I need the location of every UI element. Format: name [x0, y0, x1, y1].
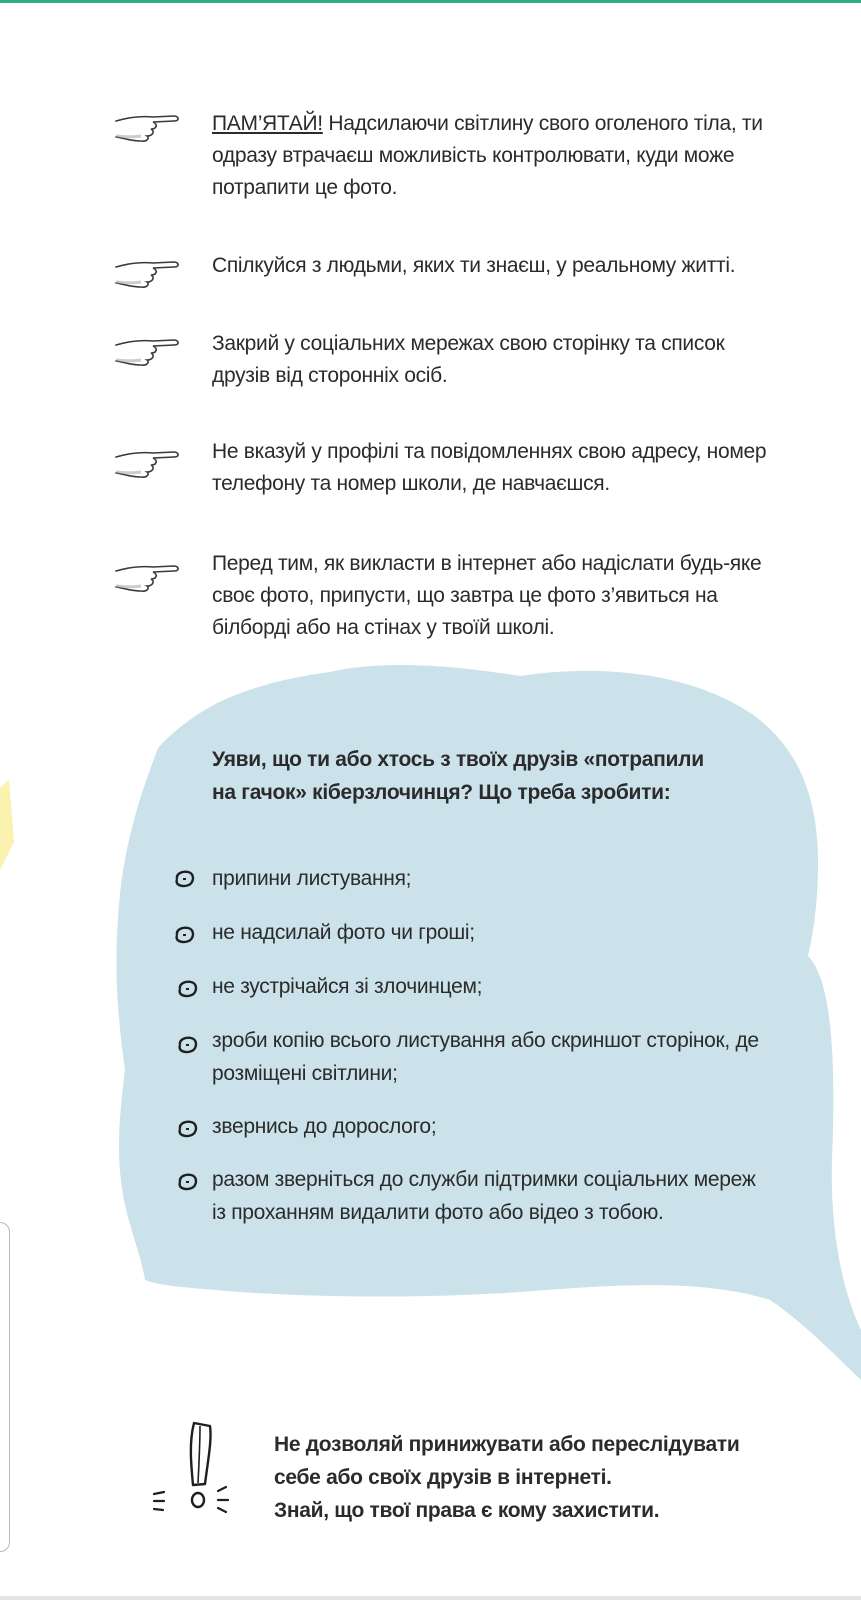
closing-line: себе або своїх друзів в інтернеті. [274, 1466, 612, 1489]
closing-line: Знай, що твої права є кому захистити. [274, 1499, 660, 1522]
bubble-question: Уяви, що ти або хтось з твоїх друзів «потрапили на гачок» кіберзлочинця? Що треба зробити: [212, 748, 704, 804]
pointing-hand-icon [113, 108, 185, 144]
bullet-icon [173, 924, 197, 946]
tip-text: Спілкуйся з людьми, яких ти знаєш, у реальному житті. [212, 254, 736, 277]
pointing-hand-icon [113, 558, 185, 594]
bullet-icon [176, 1118, 200, 1140]
closing-message [274, 1428, 794, 1527]
bullet-icon [173, 868, 197, 890]
step-text: зроби копію всього листування або скриншот сторінок, де розміщені світлини; [212, 1029, 759, 1085]
bullet-icon [176, 978, 200, 1000]
pointing-hand-icon [113, 254, 185, 290]
page-edge-frame [0, 1222, 10, 1552]
step-text: не надсилай фото чи гроші; [212, 921, 475, 944]
tip-text [212, 108, 767, 204]
bullet-icon [176, 1034, 200, 1056]
step-text: припини листування; [212, 867, 412, 890]
bullet-icon [176, 1171, 200, 1193]
tip-text: Перед тим, як викласти в інтернет або надіслати будь-яке своє фото, припусти, що завтра це фото з’явиться на білборді або на стінах у твоїй школі. [212, 552, 762, 639]
closing-line: Не дозволяй принижувати або переслідувати [274, 1433, 740, 1456]
tip-body: Надсилаючи світлину свого оголеного тіла, ти одразу втрачаєш можливість контролювати, куди може потрапити це фото. [212, 112, 763, 199]
pointing-hand-icon [113, 444, 185, 480]
pointing-hand-icon [113, 332, 185, 368]
step-text: разом зверніться до служби підтримки соціальних мереж із проханням видалити фото або відео з тобою. [212, 1168, 756, 1224]
step-text: звернись до дорослого; [212, 1115, 437, 1138]
bottom-rule [0, 1596, 861, 1600]
tip-text: Не вказуй у профілі та повідомленнях свою адресу, номер телефону та номер школи, де навчаєшся. [212, 440, 767, 495]
tip-text: Закрий у соціальних мережах свою сторінку та список друзів від сторонніх осіб. [212, 332, 725, 387]
exclamation-mark-icon [150, 1420, 240, 1520]
remember-label: ПАМ’ЯТАЙ! [212, 112, 323, 135]
step-text: не зустрічайся зі злочинцем; [212, 975, 483, 998]
